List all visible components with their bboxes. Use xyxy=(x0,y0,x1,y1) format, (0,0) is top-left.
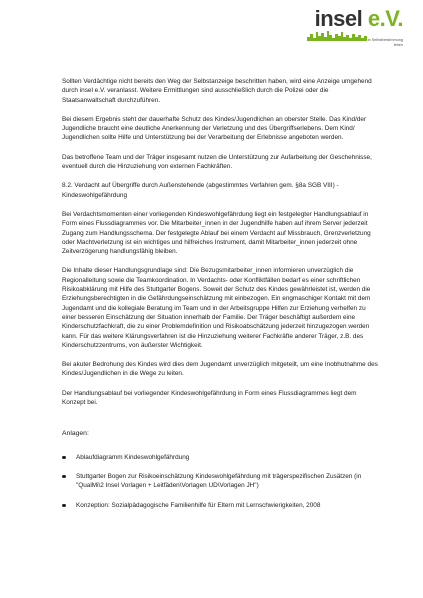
paragraph-inhalte: Die Inhalte dieser Handlungsgrundlage sind: Die Bezugsmitarbeiter_innen informieren unverzüglich die Regionalleitung sowie die Teamkoordination. In Verdachts- oder Konfliktfällen bedarf es einer schriftlichen Risikoabklärung mit Hilfe des Stuttgarter Bogens. Soweit der Schutz des Kindes gewährleistet ist, werden die Erziehungsberechtigten in die Gefährdungseinschätzung mit einbezogen. Ein engmaschiger Kontakt mit dem Jugendamt und die kollegiale Beratung im Team und in der Arbeitsgruppe Hilfen zur Erziehung verhelfen zu einer besseren Einschätzung der Situation innerhalb der Familie. Der Träger beschäftigt außerdem eine Kinderschutzfachkraft, die zu einer Problemdefinition und Risikoabschätzung jederzeit hinzugezogen werden kann. Für das weitere Klärungsverfahren ist die Hinzuziehung weiterer Fachkräfte anderer Träger, z.B. des Kinderschutzzentrums, von äußerster Wichtigkeit. xyxy=(62,267,371,349)
paragraph-bedrohung: Bei akuter Bedrohung des Kindes wird dies dem Jugendamt unverzüglich mitgeteilt, um eine Inobhutnahme des Kindes/Jugendlichen in die Wege zu leiten. xyxy=(62,361,378,378)
list-item: Ablaufdiagramm Kindeswohlgefährdung xyxy=(62,453,380,462)
paragraph-schutz: Bei diesem Ergebnis steht der dauerhafte Schutz des Kindes/Jugendlichen an oberster Stelle. Das Kind/der Jugendliche braucht eine deutliche Anerkennung der Verletzung und des Übergriffserlebens. Dem Kind/ Jugendlichen sollte Hilfe und Unterstützung bei der Verarbeitung der Erlebnisse angeboten werden. xyxy=(62,115,367,142)
anlagen-heading: Anlagen: xyxy=(62,430,89,438)
list-item: Konzeption: Sozialpädagogische Familienhilfe für Eltern mit Lernschwierigkeiten, 2008 xyxy=(62,501,380,510)
paragraph-verdachtsmomente: Bei Verdachtsmomenten einer vorliegenden Kindeswohlgefährdung liegt ein festgelegter Handlungsablauf in Form eines Flussdiagrammes vor. Die Mitarbeiter_innen in der Jugendhilfe haben auf ihrem Server jederzeit Zugang zum Handlungsschema. Der festgelegte Ablauf bei einem Verdacht auf Missbrauch, Grenzverletzung oder Machtverletzung ist ein wichtiges und hilfreiches Instrument, damit Mitarbeiter_innen jederzeit ohne Zeitverzögerung handlungsfähig bleiben. xyxy=(62,210,371,256)
logo-tagline: in Selbstbestimmung leben xyxy=(367,38,403,47)
insel-logo xyxy=(307,8,403,56)
paragraph-team: Das betroffene Team und der Träger insgesamt nutzen die Unterstützung zur Aufarbeitung der Geschehnisse, eventuell durch die Hinzuziehung von externen Fachkräften. xyxy=(62,153,372,171)
logo-wordmark: insel e.V. xyxy=(314,6,403,31)
document-body xyxy=(62,77,380,520)
bullet-icon xyxy=(62,504,66,508)
anlagen-list xyxy=(62,453,380,510)
list-item: Stuttgarter Bogen zur Risikoeinschätzung Kindeswohlgefährdung mit trägerspezifischen Zusätzen (in "QualMi\2 Insel Vorlagen + Leitfäden\Vorlagen UD\Vorlagen JH") xyxy=(62,472,380,491)
section-heading-8-2: 8.2. Verdacht auf Übergriffe durch Außenstehende (abgestimmtes Verfahren gem. §8a SGB VIII) - Kindeswohlgefährdung xyxy=(62,182,339,199)
bullet-icon xyxy=(62,475,66,479)
paragraph-handlungsablauf: Der Handlungsablauf bei vorliegender Kindeswohlgefährdung in Form eines Flussdiagrammes liegt dem Konzept bei. xyxy=(62,389,357,407)
bullet-icon xyxy=(62,456,66,460)
paragraph-anzeige: Sollten Verdächtige nicht bereits den Weg der Selbstanzeige beschritten haben, wird eine Anzeige umgehend durch insel e.V. veranlasst. Weitere Ermittlungen sind ausschließlich durch die Polizei oder die Staatsanwaltschaft durchzuführen. xyxy=(62,78,372,104)
